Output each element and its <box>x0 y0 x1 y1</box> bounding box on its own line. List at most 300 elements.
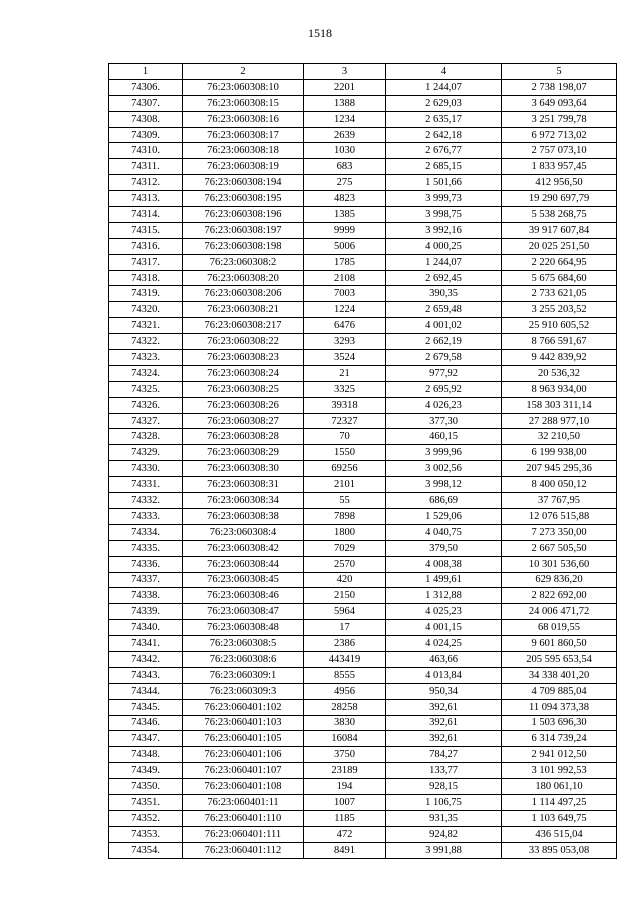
table-cell-col2: 76:23:060308:10 <box>183 79 304 95</box>
table-cell-col3: 472 <box>304 826 386 842</box>
table-cell-col5: 5 675 684,60 <box>502 270 617 286</box>
table-cell-col4: 2 659,48 <box>386 302 502 318</box>
header-cell-1: 1 <box>109 64 183 80</box>
table-cell-col4: 2 629,03 <box>386 95 502 111</box>
table-row <box>109 556 617 572</box>
table-cell-col5: 32 210,50 <box>502 429 617 445</box>
table-cell-col2: 76:23:060308:27 <box>183 413 304 429</box>
table-cell-col3: 1224 <box>304 302 386 318</box>
table-cell-col4: 4 001,15 <box>386 620 502 636</box>
table-cell-col3: 683 <box>304 159 386 175</box>
table-cell-col1: 74324. <box>109 365 183 381</box>
table-cell-col5: 2 738 198,07 <box>502 79 617 95</box>
table-row <box>109 175 617 191</box>
table-row <box>109 191 617 207</box>
table-row <box>109 667 617 683</box>
table-cell-col2: 76:23:060308:206 <box>183 286 304 302</box>
table-cell-col5: 8 963 934,00 <box>502 381 617 397</box>
table-cell-col1: 74329. <box>109 445 183 461</box>
table-cell-col2: 76:23:060309:1 <box>183 667 304 683</box>
table-cell-col3: 17 <box>304 620 386 636</box>
table-cell-col4: 2 679,58 <box>386 350 502 366</box>
table-cell-col4: 4 000,25 <box>386 238 502 254</box>
table-cell-col4: 379,50 <box>386 540 502 556</box>
table-cell-col5: 68 019,55 <box>502 620 617 636</box>
table-cell-col2: 76:23:060308:194 <box>183 175 304 191</box>
table-cell-col3: 23189 <box>304 763 386 779</box>
table-cell-col5: 1 503 696,30 <box>502 715 617 731</box>
table-cell-col1: 74314. <box>109 207 183 223</box>
table-cell-col3: 3830 <box>304 715 386 731</box>
table-row <box>109 365 617 381</box>
table-cell-col4: 390,35 <box>386 286 502 302</box>
table-cell-col3: 1785 <box>304 254 386 270</box>
table-cell-col1: 74337. <box>109 572 183 588</box>
table-cell-col1: 74342. <box>109 651 183 667</box>
table-row <box>109 461 617 477</box>
table-cell-col1: 74330. <box>109 461 183 477</box>
table-cell-col5: 9 442 839,92 <box>502 350 617 366</box>
table-cell-col1: 74336. <box>109 556 183 572</box>
table-cell-col5: 10 301 536,60 <box>502 556 617 572</box>
table-cell-col5: 412 956,50 <box>502 175 617 191</box>
table-cell-col2: 76:23:060309:3 <box>183 683 304 699</box>
table-cell-col1: 74353. <box>109 826 183 842</box>
table-cell-col3: 39318 <box>304 397 386 413</box>
table-cell-col1: 74319. <box>109 286 183 302</box>
table-row <box>109 604 617 620</box>
table-cell-col2: 76:23:060308:18 <box>183 143 304 159</box>
table-cell-col3: 1388 <box>304 95 386 111</box>
table-cell-col1: 74335. <box>109 540 183 556</box>
table-cell-col4: 2 635,17 <box>386 111 502 127</box>
table-cell-col5: 436 515,04 <box>502 826 617 842</box>
table-cell-col5: 629 836,20 <box>502 572 617 588</box>
table-cell-col2: 76:23:060308:44 <box>183 556 304 572</box>
table-cell-col3: 3325 <box>304 381 386 397</box>
table-row <box>109 588 617 604</box>
table-cell-col2: 76:23:060308:34 <box>183 493 304 509</box>
table-cell-col3: 8555 <box>304 667 386 683</box>
table-header <box>109 64 617 80</box>
table-cell-col2: 76:23:060401:107 <box>183 763 304 779</box>
table-cell-col3: 4956 <box>304 683 386 699</box>
table-cell-col1: 74318. <box>109 270 183 286</box>
table-cell-col4: 3 002,56 <box>386 461 502 477</box>
table-cell-col4: 924,82 <box>386 826 502 842</box>
table-cell-col5: 20 025 251,50 <box>502 238 617 254</box>
table-cell-col4: 928,15 <box>386 779 502 795</box>
table-cell-col2: 76:23:060308:24 <box>183 365 304 381</box>
table-cell-col2: 76:23:060401:103 <box>183 715 304 731</box>
table-cell-col1: 74327. <box>109 413 183 429</box>
table-cell-col2: 76:23:060308:22 <box>183 334 304 350</box>
table-row <box>109 842 617 858</box>
table-cell-col1: 74344. <box>109 683 183 699</box>
table-cell-col5: 37 767,95 <box>502 493 617 509</box>
table-row <box>109 699 617 715</box>
table-cell-col2: 76:23:060308:47 <box>183 604 304 620</box>
table-row <box>109 111 617 127</box>
table-cell-col1: 74328. <box>109 429 183 445</box>
table-cell-col4: 1 499,61 <box>386 572 502 588</box>
table-row <box>109 493 617 509</box>
table-cell-col3: 5964 <box>304 604 386 620</box>
table-cell-col4: 3 992,16 <box>386 222 502 238</box>
table-cell-col5: 3 255 203,52 <box>502 302 617 318</box>
table-cell-col2: 76:23:060308:26 <box>183 397 304 413</box>
table-cell-col1: 74334. <box>109 524 183 540</box>
table-cell-col5: 24 006 471,72 <box>502 604 617 620</box>
table-body <box>109 79 617 858</box>
table-cell-col2: 76:23:060308:28 <box>183 429 304 445</box>
table-cell-col4: 463,66 <box>386 651 502 667</box>
table-cell-col4: 1 312,88 <box>386 588 502 604</box>
table-cell-col4: 1 106,75 <box>386 794 502 810</box>
table-row <box>109 826 617 842</box>
table-cell-col2: 76:23:060401:110 <box>183 810 304 826</box>
table-cell-col1: 74317. <box>109 254 183 270</box>
table-cell-col4: 377,30 <box>386 413 502 429</box>
table-row <box>109 318 617 334</box>
table-cell-col5: 12 076 515,88 <box>502 508 617 524</box>
table-cell-col1: 74354. <box>109 842 183 858</box>
table-cell-col1: 74340. <box>109 620 183 636</box>
table-row <box>109 95 617 111</box>
table-cell-col4: 2 692,45 <box>386 270 502 286</box>
table-cell-col1: 74320. <box>109 302 183 318</box>
table-cell-col2: 76:23:060308:46 <box>183 588 304 604</box>
table-cell-col4: 4 008,38 <box>386 556 502 572</box>
table-row <box>109 350 617 366</box>
header-cell-4: 4 <box>386 64 502 80</box>
table-cell-col4: 1 244,07 <box>386 254 502 270</box>
table-cell-col2: 76:23:060401:105 <box>183 731 304 747</box>
table-cell-col1: 74309. <box>109 127 183 143</box>
table-cell-col4: 3 999,73 <box>386 191 502 207</box>
table-cell-col3: 4823 <box>304 191 386 207</box>
table-cell-col4: 1 501,66 <box>386 175 502 191</box>
table-cell-col4: 392,61 <box>386 731 502 747</box>
table-cell-col4: 950,34 <box>386 683 502 699</box>
table-cell-col2: 76:23:060401:102 <box>183 699 304 715</box>
table-cell-col5: 7 273 350,00 <box>502 524 617 540</box>
table-row <box>109 445 617 461</box>
table-cell-col2: 76:23:060308:195 <box>183 191 304 207</box>
table-cell-col3: 70 <box>304 429 386 445</box>
table-cell-col4: 3 999,96 <box>386 445 502 461</box>
table-cell-col2: 76:23:060308:31 <box>183 477 304 493</box>
table-cell-col4: 2 695,92 <box>386 381 502 397</box>
table-cell-col5: 3 101 992,53 <box>502 763 617 779</box>
table-cell-col1: 74306. <box>109 79 183 95</box>
table-cell-col5: 9 601 860,50 <box>502 636 617 652</box>
table-cell-col1: 74331. <box>109 477 183 493</box>
header-row <box>109 64 617 80</box>
table-row <box>109 143 617 159</box>
table-cell-col2: 76:23:060308:6 <box>183 651 304 667</box>
table-cell-col1: 74315. <box>109 222 183 238</box>
table-cell-col1: 74323. <box>109 350 183 366</box>
table-row <box>109 763 617 779</box>
table-cell-col1: 74326. <box>109 397 183 413</box>
table-cell-col1: 74339. <box>109 604 183 620</box>
table-cell-col2: 76:23:060308:29 <box>183 445 304 461</box>
table-cell-col5: 2 667 505,50 <box>502 540 617 556</box>
table-cell-col4: 2 676,77 <box>386 143 502 159</box>
table-row <box>109 413 617 429</box>
table-cell-col1: 74332. <box>109 493 183 509</box>
table-row <box>109 238 617 254</box>
table-cell-col2: 76:23:060308:20 <box>183 270 304 286</box>
table-row <box>109 79 617 95</box>
table-cell-col3: 55 <box>304 493 386 509</box>
table-cell-col3: 7003 <box>304 286 386 302</box>
table-cell-col3: 443419 <box>304 651 386 667</box>
table-cell-col5: 180 061,10 <box>502 779 617 795</box>
table-row <box>109 508 617 524</box>
table-cell-col3: 1550 <box>304 445 386 461</box>
table-cell-col2: 76:23:060308:38 <box>183 508 304 524</box>
table-cell-col3: 6476 <box>304 318 386 334</box>
table-cell-col5: 2 733 621,05 <box>502 286 617 302</box>
table-cell-col2: 76:23:060308:30 <box>183 461 304 477</box>
table-cell-col1: 74349. <box>109 763 183 779</box>
table-cell-col3: 28258 <box>304 699 386 715</box>
table-cell-col2: 76:23:060308:19 <box>183 159 304 175</box>
table-row <box>109 651 617 667</box>
table-cell-col3: 1185 <box>304 810 386 826</box>
table-cell-col4: 392,61 <box>386 715 502 731</box>
table-cell-col4: 977,92 <box>386 365 502 381</box>
table-cell-col3: 7898 <box>304 508 386 524</box>
table-cell-col1: 74321. <box>109 318 183 334</box>
table-cell-col3: 3750 <box>304 747 386 763</box>
table-cell-col3: 420 <box>304 572 386 588</box>
header-cell-3: 3 <box>304 64 386 80</box>
table-cell-col3: 2101 <box>304 477 386 493</box>
table-cell-col5: 8 400 050,12 <box>502 477 617 493</box>
table-row <box>109 429 617 445</box>
table-cell-col2: 76:23:060308:45 <box>183 572 304 588</box>
data-table <box>108 63 617 859</box>
table-row <box>109 286 617 302</box>
table-cell-col1: 74347. <box>109 731 183 747</box>
table-row <box>109 715 617 731</box>
table-cell-col5: 2 757 073,10 <box>502 143 617 159</box>
table-cell-col1: 74322. <box>109 334 183 350</box>
table-cell-col1: 74343. <box>109 667 183 683</box>
table-cell-col4: 931,35 <box>386 810 502 826</box>
table-cell-col4: 2 642,18 <box>386 127 502 143</box>
table-cell-col4: 133,77 <box>386 763 502 779</box>
table-cell-col2: 76:23:060308:5 <box>183 636 304 652</box>
table-row <box>109 683 617 699</box>
table-cell-col3: 2150 <box>304 588 386 604</box>
table-cell-col2: 76:23:060308:25 <box>183 381 304 397</box>
table-cell-col3: 3293 <box>304 334 386 350</box>
table-cell-col3: 2108 <box>304 270 386 286</box>
table-cell-col5: 2 822 692,00 <box>502 588 617 604</box>
table-cell-col1: 74348. <box>109 747 183 763</box>
table-row <box>109 779 617 795</box>
table-cell-col5: 34 338 401,20 <box>502 667 617 683</box>
table-cell-col1: 74333. <box>109 508 183 524</box>
table-row <box>109 397 617 413</box>
table-cell-col1: 74346. <box>109 715 183 731</box>
table-cell-col3: 72327 <box>304 413 386 429</box>
table-row <box>109 731 617 747</box>
table-cell-col4: 4 024,25 <box>386 636 502 652</box>
table-cell-col3: 1385 <box>304 207 386 223</box>
table-cell-col5: 6 199 938,00 <box>502 445 617 461</box>
table-cell-col1: 74310. <box>109 143 183 159</box>
table-cell-col3: 8491 <box>304 842 386 858</box>
table-cell-col2: 76:23:060308:48 <box>183 620 304 636</box>
table-cell-col1: 74352. <box>109 810 183 826</box>
table-cell-col1: 74351. <box>109 794 183 810</box>
table-cell-col3: 9999 <box>304 222 386 238</box>
table-cell-col3: 3524 <box>304 350 386 366</box>
table-cell-col4: 4 001,02 <box>386 318 502 334</box>
table-row <box>109 127 617 143</box>
table-cell-col2: 76:23:060401:111 <box>183 826 304 842</box>
table-row <box>109 810 617 826</box>
table-cell-col4: 784,27 <box>386 747 502 763</box>
table-cell-col2: 76:23:060308:2 <box>183 254 304 270</box>
table-row <box>109 334 617 350</box>
table-cell-col5: 39 917 607,84 <box>502 222 617 238</box>
table-cell-col2: 76:23:060308:198 <box>183 238 304 254</box>
table-cell-col4: 3 998,75 <box>386 207 502 223</box>
table-cell-col1: 74338. <box>109 588 183 604</box>
table-cell-col1: 74311. <box>109 159 183 175</box>
table-cell-col4: 1 244,07 <box>386 79 502 95</box>
table-cell-col4: 392,61 <box>386 699 502 715</box>
table-cell-col2: 76:23:060308:15 <box>183 95 304 111</box>
table-cell-col3: 194 <box>304 779 386 795</box>
table-row <box>109 302 617 318</box>
table-cell-col5: 207 945 295,36 <box>502 461 617 477</box>
table-cell-col3: 1030 <box>304 143 386 159</box>
table-cell-col1: 74313. <box>109 191 183 207</box>
table-cell-col4: 4 025,23 <box>386 604 502 620</box>
table-row <box>109 540 617 556</box>
table-cell-col1: 74345. <box>109 699 183 715</box>
table-cell-col4: 2 685,15 <box>386 159 502 175</box>
table-cell-col5: 27 288 977,10 <box>502 413 617 429</box>
table-cell-col3: 5006 <box>304 238 386 254</box>
table-row <box>109 254 617 270</box>
table-cell-col1: 74308. <box>109 111 183 127</box>
table-cell-col3: 16084 <box>304 731 386 747</box>
table-cell-col1: 74341. <box>109 636 183 652</box>
table-cell-col4: 460,15 <box>386 429 502 445</box>
table-cell-col1: 74307. <box>109 95 183 111</box>
table-cell-col2: 76:23:060308:217 <box>183 318 304 334</box>
table-cell-col4: 3 998,12 <box>386 477 502 493</box>
table-cell-col4: 2 662,19 <box>386 334 502 350</box>
table-cell-col2: 76:23:060308:21 <box>183 302 304 318</box>
table-cell-col5: 1 833 957,45 <box>502 159 617 175</box>
table-cell-col5: 6 972 713,02 <box>502 127 617 143</box>
table-cell-col2: 76:23:060308:4 <box>183 524 304 540</box>
table-cell-col5: 33 895 053,08 <box>502 842 617 858</box>
table-row <box>109 207 617 223</box>
table-cell-col2: 76:23:060401:112 <box>183 842 304 858</box>
table-row <box>109 270 617 286</box>
table-row <box>109 572 617 588</box>
table-cell-col3: 1234 <box>304 111 386 127</box>
table-cell-col3: 275 <box>304 175 386 191</box>
table-cell-col5: 6 314 739,24 <box>502 731 617 747</box>
table-cell-col3: 2386 <box>304 636 386 652</box>
table-cell-col4: 4 040,75 <box>386 524 502 540</box>
page-number: 1518 <box>308 26 332 40</box>
table-cell-col5: 2 941 012,50 <box>502 747 617 763</box>
table-cell-col2: 76:23:060308:16 <box>183 111 304 127</box>
table-cell-col2: 76:23:060308:197 <box>183 222 304 238</box>
table-cell-col2: 76:23:060401:106 <box>183 747 304 763</box>
table-cell-col3: 7029 <box>304 540 386 556</box>
table-cell-col2: 76:23:060308:42 <box>183 540 304 556</box>
table-row <box>109 222 617 238</box>
table-cell-col4: 686,69 <box>386 493 502 509</box>
table-cell-col4: 1 529,06 <box>386 508 502 524</box>
table-row <box>109 620 617 636</box>
table-cell-col4: 3 991,88 <box>386 842 502 858</box>
table-cell-col5: 3 649 093,64 <box>502 95 617 111</box>
table-cell-col1: 74325. <box>109 381 183 397</box>
header-cell-2: 2 <box>183 64 304 80</box>
table-cell-col3: 21 <box>304 365 386 381</box>
table-row <box>109 381 617 397</box>
table-row <box>109 477 617 493</box>
table-cell-col5: 11 094 373,38 <box>502 699 617 715</box>
table-cell-col5: 19 290 697,79 <box>502 191 617 207</box>
table-cell-col5: 158 303 311,14 <box>502 397 617 413</box>
table-cell-col3: 69256 <box>304 461 386 477</box>
table-cell-col5: 205 595 653,54 <box>502 651 617 667</box>
table-cell-col5: 1 103 649,75 <box>502 810 617 826</box>
table-cell-col3: 2201 <box>304 79 386 95</box>
table-cell-col5: 3 251 799,78 <box>502 111 617 127</box>
table-cell-col3: 1800 <box>304 524 386 540</box>
table-cell-col5: 20 536,32 <box>502 365 617 381</box>
table-cell-col2: 76:23:060401:11 <box>183 794 304 810</box>
table-cell-col5: 5 538 268,75 <box>502 207 617 223</box>
table-cell-col2: 76:23:060308:17 <box>183 127 304 143</box>
table-cell-col2: 76:23:060401:108 <box>183 779 304 795</box>
header-cell-5: 5 <box>502 64 617 80</box>
table-row <box>109 524 617 540</box>
table-cell-col3: 2570 <box>304 556 386 572</box>
table-cell-col3: 1007 <box>304 794 386 810</box>
table-cell-col1: 74312. <box>109 175 183 191</box>
table-cell-col2: 76:23:060308:23 <box>183 350 304 366</box>
table-cell-col2: 76:23:060308:196 <box>183 207 304 223</box>
table-cell-col5: 8 766 591,67 <box>502 334 617 350</box>
table-cell-col3: 2639 <box>304 127 386 143</box>
table-cell-col5: 4 709 885,04 <box>502 683 617 699</box>
table-row <box>109 747 617 763</box>
table-cell-col4: 4 026,23 <box>386 397 502 413</box>
table-row <box>109 794 617 810</box>
table-cell-col4: 4 013,84 <box>386 667 502 683</box>
table-cell-col5: 2 220 664,95 <box>502 254 617 270</box>
table-row <box>109 636 617 652</box>
table-cell-col1: 74350. <box>109 779 183 795</box>
